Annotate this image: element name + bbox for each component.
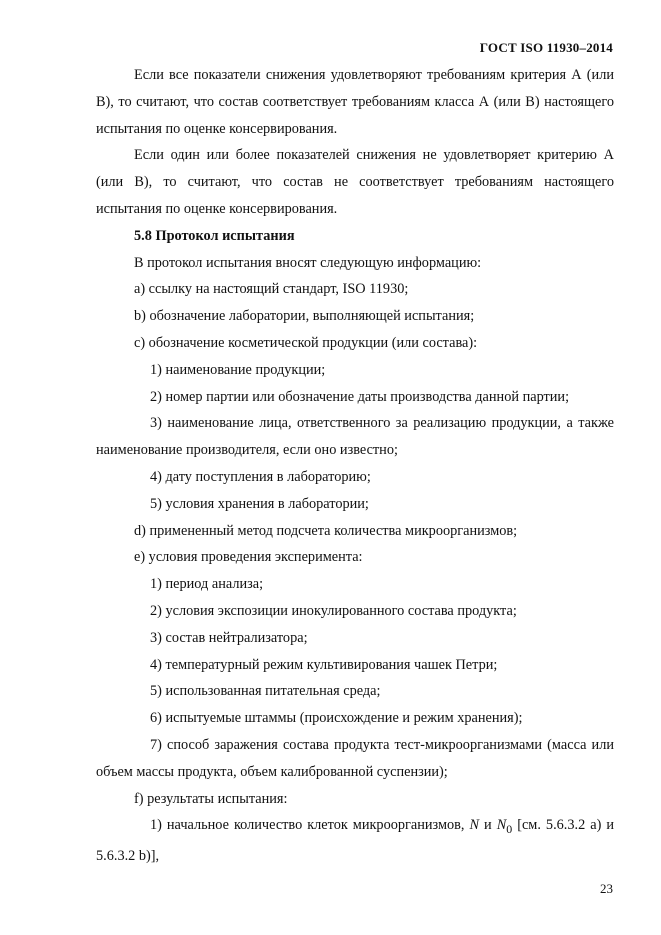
list-item-e-5: 5) использованная питательная среда; xyxy=(150,683,381,700)
list-item-e-1: 1) период анализа; xyxy=(150,576,264,593)
list-item-e-7: 7) способ заражения состава продукта тест-микроорганизмами (масса или объем массы продукта, объем калиброванной суспензии); xyxy=(96,736,614,780)
list-item-e-4: 4) температурный режим культивирования чашек Петри; xyxy=(150,656,498,673)
list-item-f-1-text: 1) начальное количество клеток микроорганизмов, xyxy=(150,817,470,834)
list-item-c-4: 4) дату поступления в лабораторию; xyxy=(150,468,371,485)
variable-n: N xyxy=(469,817,480,834)
list-item-f: f) результаты испытания: xyxy=(134,790,288,807)
variable-n0: N xyxy=(496,817,507,834)
page-number: 23 xyxy=(600,881,613,896)
list-item-e-2: 2) условия экспозиции инокулированного состава продукта; xyxy=(150,602,517,619)
document-code-header: ГОСТ ISO 11930–2014 xyxy=(479,40,613,55)
list-item-c: c) обозначение косметической продукции (или состава): xyxy=(134,334,478,351)
list-item-e: e) условия проведения эксперимента: xyxy=(134,549,363,566)
list-item-d: d) примененный метод подсчета количества микроорганизмов; xyxy=(134,522,518,539)
paragraph-criterion-fail: Если один или более показателей снижения не удовлетворяет критерию А (или В), то считают, что состав не соответствует требованиям настоящего испытания по оценке консервирования. xyxy=(96,147,614,217)
list-item-c-1: 1) наименование продукции; xyxy=(150,361,326,378)
list-item-a: a) ссылку на настоящий стандарт, ISO 11930; xyxy=(134,281,409,298)
section-heading: 5.8 Протокол испытания xyxy=(134,227,295,244)
paragraph-intro: В протокол испытания вносят следующую информацию: xyxy=(134,254,482,271)
list-item-b: b) обозначение лаборатории, выполняющей испытания; xyxy=(134,308,475,325)
list-item-f-1 xyxy=(96,812,614,869)
conjunction-and: и xyxy=(479,817,497,834)
list-item-c-2: 2) номер партии или обозначение даты производства данной партии; xyxy=(150,388,570,405)
paragraph-criterion-pass: Если все показатели снижения удовлетворяют требованиям критерия А (или В), то считают, что состав соответствует требованиям класса А (или В) настоящего испытания по оценке консервирования. xyxy=(96,67,614,137)
list-item-e-6: 6) испытуемые штаммы (происхождение и режим хранения); xyxy=(150,710,523,727)
list-item-c-3: 3) наименование лица, ответственного за реализацию продукции, а также наименование производителя, если оно известно; xyxy=(96,415,614,459)
list-item-f-1-reference: [см. 5.6.3.2 a) и 5.6.3.2 b)], xyxy=(96,817,614,864)
list-item-e-3: 3) состав нейтрализатора; xyxy=(150,629,308,646)
list-item-c-5: 5) условия хранения в лаборатории; xyxy=(150,495,369,512)
subscript-zero: 0 xyxy=(506,822,513,837)
document-body xyxy=(96,62,614,870)
